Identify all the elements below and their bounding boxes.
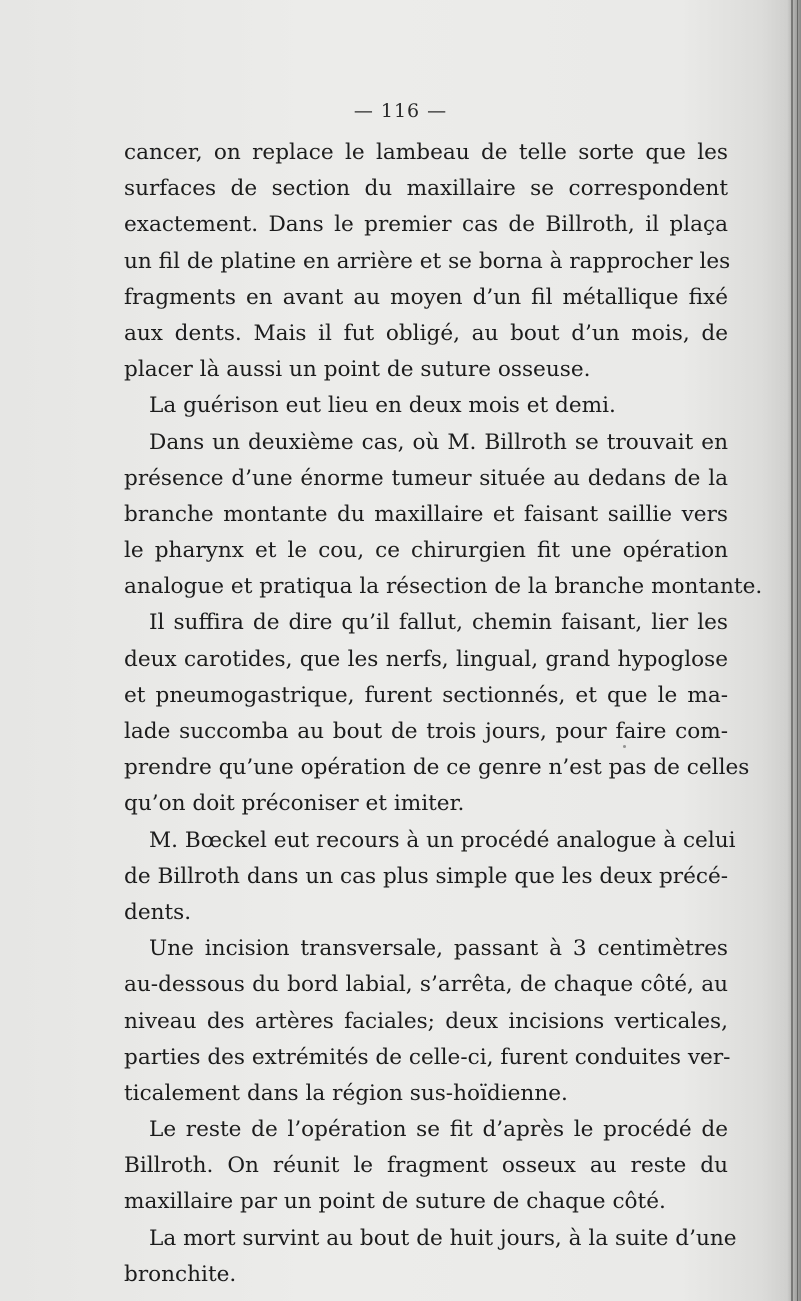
- binding-shadow: [787, 0, 801, 1301]
- text-line: placer là aussi un point de suture osseuse.: [124, 357, 591, 383]
- binding-edge-line: [791, 0, 793, 1301]
- text-line: fragments en avant au moyen d’un fil métallique fixé: [124, 284, 728, 310]
- text-line: lade succomba au bout de trois jours, pour faire com-: [124, 719, 728, 744]
- ink-speck: [623, 745, 626, 748]
- text-line: ticalement dans la région sus-hoïdienne.: [124, 1080, 568, 1106]
- text-line: de Billroth dans un cas plus simple que les deux précé-: [124, 863, 729, 889]
- text-line: le pharynx et le cou, ce chirurgien fit une opération: [124, 538, 728, 564]
- text-line: prendre qu’une opération de ce genre n’est pas de celles: [124, 755, 750, 781]
- text-line: Billroth. On réunit le fragment osseux au reste du: [124, 1153, 728, 1179]
- text-line: au-dessous du bord labial, s’arrêta, de chaque côté, au: [124, 972, 728, 998]
- text-line: dents.: [124, 899, 192, 925]
- text-line: surfaces de section du maxillaire se correspondent: [124, 176, 728, 202]
- text-line: deux carotides, que les nerfs, lingual, grand hypoglose: [124, 646, 728, 672]
- text-line: La guérison eut lieu en deux mois et demi.: [149, 393, 616, 419]
- text-line: un fil de platine en arrière et se borna à rapprocher les: [124, 248, 731, 274]
- text-line: maxillaire par un point de suture de chaque côté.: [124, 1189, 666, 1215]
- text-line: aux dents. Mais il fut obligé, au bout d’un mois, de: [124, 320, 728, 346]
- text-line: Une incision transversale, passant à 3 centimètres: [149, 936, 728, 962]
- text-line: M. Bœckel eut recours à un procédé analogue à celui: [149, 827, 736, 853]
- text-line: exactement. Dans le premier cas de Billroth, il plaça: [124, 212, 728, 238]
- text-line: La mort survint au bout de huit jours, à la suite d’une: [149, 1225, 737, 1251]
- text-line: qu’on doit préconiser et imiter.: [124, 791, 465, 817]
- text-line: bronchite.: [124, 1261, 237, 1287]
- binding-edge-line-outer: [797, 0, 798, 1301]
- text-line: cancer, on replace le lambeau de telle sorte que les: [124, 140, 728, 165]
- text-line: analogue et pratiqua la résection de la branche montante.: [124, 574, 763, 600]
- text-line: parties des extrémités de celle-ci, furent conduites ver-: [124, 1044, 731, 1070]
- text-line: branche montante du maxillaire et faisant saillie vers: [124, 501, 728, 527]
- body-text: [124, 135, 763, 1293]
- text-line: présence d’une énorme tumeur située au dedans de la: [124, 465, 728, 491]
- text-line: Le reste de l’opération se fit d’après le procédé de: [149, 1117, 728, 1143]
- text-line: niveau des artères faciales; deux incisions verticales,: [124, 1008, 728, 1034]
- text-line: et pneumogastrique, furent sectionnés, et que le ma-: [124, 682, 728, 708]
- text-line: Dans un deuxième cas, où M. Billroth se trouvait en: [149, 429, 728, 455]
- text-line: Il suffira de dire qu’il fallut, chemin faisant, lier les: [149, 610, 728, 636]
- page-number: — 116 —: [353, 100, 448, 122]
